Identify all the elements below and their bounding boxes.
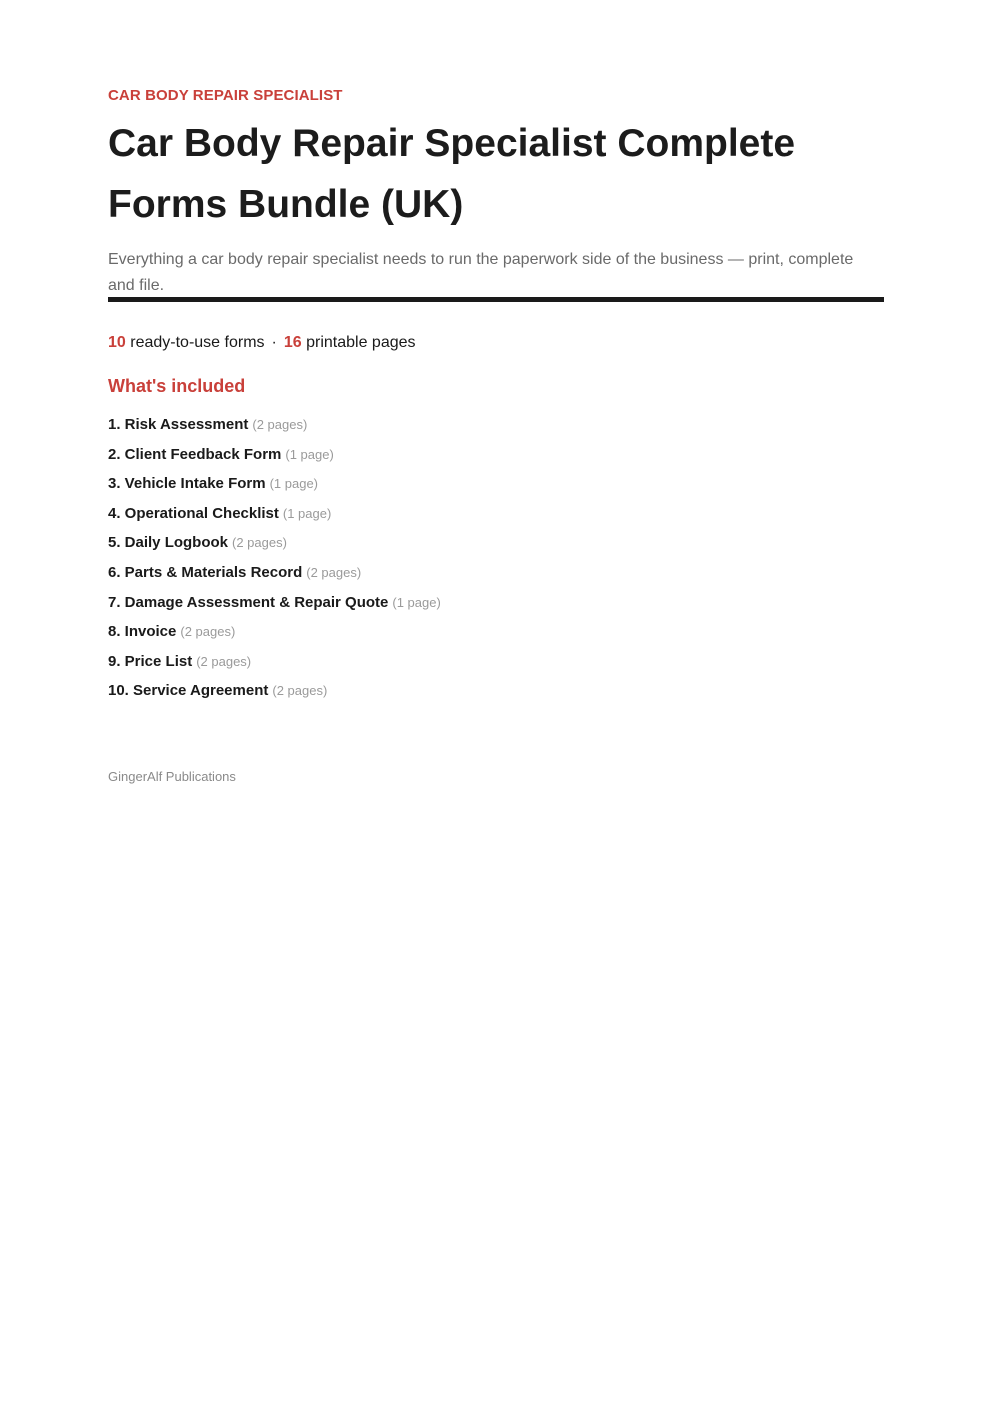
form-page-count: (2 pages): [306, 564, 362, 580]
forms-label: ready-to-use forms: [130, 334, 265, 351]
publisher-name: GingerAlf Publications: [108, 769, 236, 784]
form-page-count: (2 pages): [272, 683, 328, 699]
form-name: 7. Damage Assessment & Repair Quote: [108, 593, 389, 611]
form-page-count: (2 pages): [196, 653, 252, 669]
form-name: 1. Risk Assessment: [108, 416, 249, 433]
form-name: 9. Price List: [108, 652, 193, 670]
list-item: [108, 530, 441, 560]
stats-separator: ·: [271, 334, 277, 351]
list-item: [108, 619, 441, 649]
pages-count: 16: [283, 334, 302, 351]
list-item: [108, 649, 441, 679]
form-page-count: (2 pages): [232, 535, 287, 551]
form-page-count: (1 page): [282, 505, 332, 521]
form-page-count: (2 pages): [180, 624, 236, 640]
form-page-count: (1 page): [285, 446, 334, 462]
form-page-count: (1 page): [269, 476, 318, 492]
forms-count: 10: [108, 334, 126, 351]
form-name: 3. Vehicle Intake Form: [108, 475, 266, 493]
heading-divider: [108, 297, 884, 302]
form-page-count: (1 page): [392, 594, 441, 610]
list-item: [108, 590, 441, 620]
form-name: 4. Operational Checklist: [108, 504, 279, 522]
form-name: 6. Parts & Materials Record: [108, 563, 303, 581]
form-name: 5. Daily Logbook: [108, 534, 229, 552]
list-item: [108, 501, 441, 531]
list-item: [108, 412, 441, 442]
form-name: 8. Invoice: [108, 623, 177, 641]
list-item: [108, 678, 441, 708]
list-item: [108, 471, 441, 501]
list-item: [108, 560, 441, 590]
form-name: 10. Service Agreement: [108, 682, 269, 700]
form-page-count: (2 pages): [252, 417, 308, 432]
page-subtitle: Everything a car body repair specialist needs to run the paperwork side of the business — print, complete and file.: [108, 251, 854, 294]
included-heading: What's included: [108, 376, 246, 396]
pages-label: printable pages: [306, 334, 416, 351]
page-title: Car Body Repair Specialist Complete Forms Bundle (UK): [108, 122, 796, 226]
form-name: 2. Client Feedback Form: [108, 445, 282, 463]
bundle-stats: [108, 332, 416, 354]
forms-list: [108, 412, 441, 708]
category-eyebrow: CAR BODY REPAIR SPECIALIST: [108, 87, 343, 104]
list-item: [108, 442, 441, 472]
